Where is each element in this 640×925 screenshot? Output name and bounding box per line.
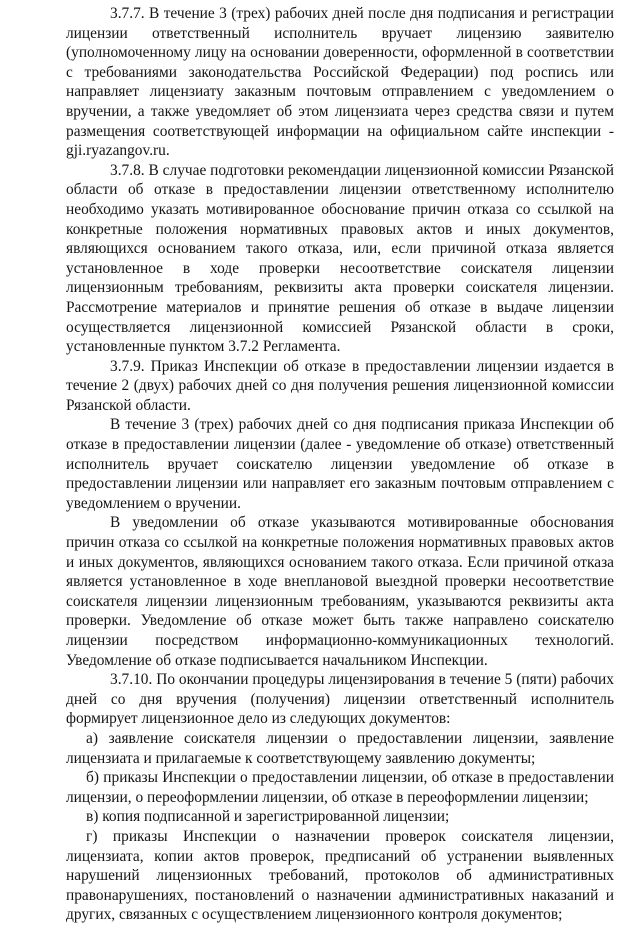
list-item-v: в) копия подписанной и зарегистрированной лицензии; <box>86 808 450 826</box>
document-page <box>66 4 614 924</box>
list-item-a: а) заявление соискателя лицензии о предоставлении лицензии, заявление лицензиата и прилагаемые к соответствующему заявлению документы; <box>66 729 614 767</box>
paragraph-3-7-7: 3.7.7. В течение 3 (трех) рабочих дней после дня подписания и регистрации лицензии ответственный исполнитель вручает лицензию заявителю (уполномоченному лицу на основании доверенности, оформленной в соответствии с требованиями законодательства Российской Федерации) под роспись или направляет лицензиату заказным почтовым отправлением с уведомлением о вручении, а также уведомляет об этом лицензиата через средства связи и путем размещения соответствующей информации на официальном сайте инспекции - gji.ryazangov.ru. <box>66 5 614 160</box>
list-item-g: г) приказы Инспекции о назначении проверок соискателя лицензии, лицензиата, копии актов проверок, предписаний об устранении выявленных нарушений лицензионных требований, протоколов об административных правонарушениях, постановлений о назначении административных наказаний и других, связанных с осуществлением лицензионного контроля документов; <box>66 827 614 924</box>
paragraph-refusal-notice-delivery: В течение 3 (трех) рабочих дней со дня подписания приказа Инспекции об отказе в предоставлении лицензии (далее - уведомление об отказе) ответственный исполнитель вручает соискателю лицензии уведомление об отказе в предоставлении лицензии или направляет его заказным почтовым отправлением с уведомлением о вручении. <box>66 416 614 512</box>
paragraph-3-7-10: 3.7.10. По окончании процедуры лицензирования в течение 5 (пяти) рабочих дней со дня вручения (получения) лицензии ответственный исполнитель формирует лицензионное дело из следующих документов: <box>66 671 614 728</box>
paragraph-refusal-notice-contents: В уведомлении об отказе указываются мотивированные обоснования причин отказа со ссылкой на конкретные положения нормативных правовых актов и иных документов, являющихся основанием такого отказа. Если причиной отказа является установленное в ходе внеплановой выездной проверки несоответствие соискателя лицензии лицензионным требованиям, указываются реквизиты акта проверки. Уведомление об отказе может быть также направлено соискателю лицензии посредством информационно-коммуникационных технологий. Уведомление об отказе подписывается начальником Инспекции. <box>66 514 614 669</box>
paragraph-3-7-8: 3.7.8. В случае подготовки рекомендации лицензионной комиссии Рязанской области об отказе в предоставлении лицензии ответственному исполнителю необходимо указать мотивированное обоснование причин отказа со ссылкой на конкретные положения нормативных правовых актов и иных документов, являющихся основанием такого отказа, или, если причиной отказа является установленное в ходе проверки несоответствие соискателя лицензии лицензионным требованиям, реквизиты акта проверки соискателя лицензии. Рассмотрение материалов и принятие решения об отказе в выдаче лицензии осуществляется лицензионной комиссией Рязанской области в сроки, установленные пунктом 3.7.2 Регламента. <box>66 161 614 356</box>
paragraph-3-7-9: 3.7.9. Приказ Инспекции об отказе в предоставлении лицензии издается в течение 2 (двух) рабочих дней со дня получения решения лицензионной комиссии Рязанской области. <box>66 357 614 414</box>
list-item-b: б) приказы Инспекции о предоставлении лицензии, об отказе в предоставлении лицензии, о переоформлении лицензии, об отказе в переоформлении лицензии; <box>66 769 614 806</box>
